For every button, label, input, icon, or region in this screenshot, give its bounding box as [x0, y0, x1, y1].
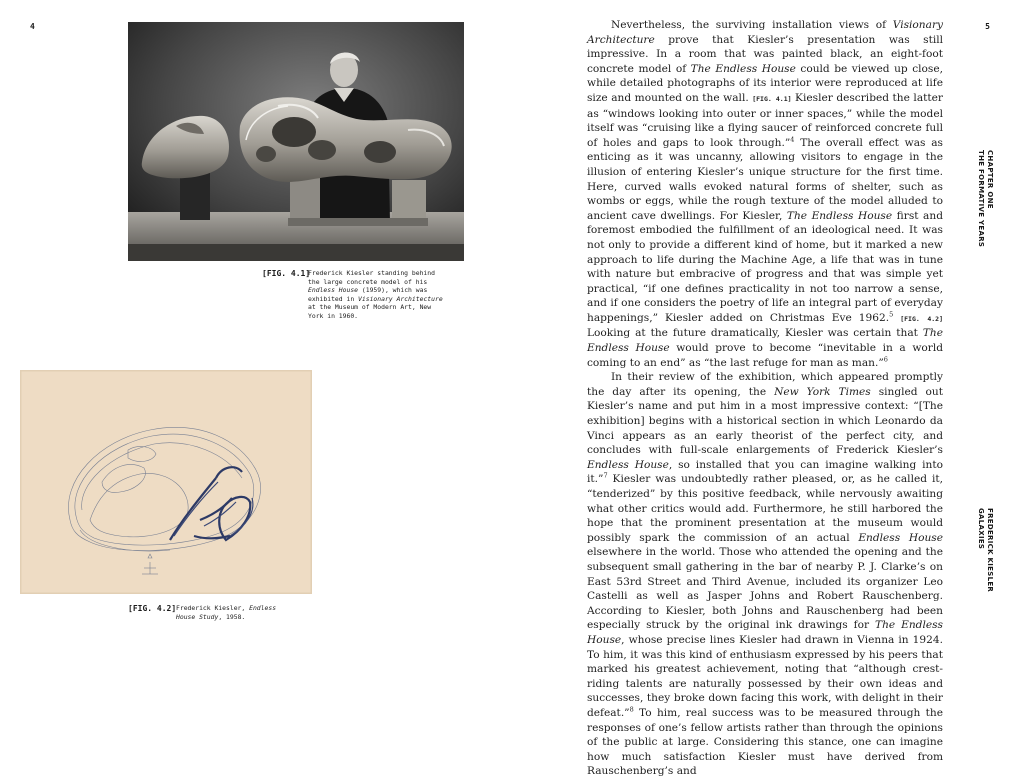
body-paragraph — [587, 370, 943, 779]
running-head-chapter — [976, 150, 994, 247]
text-run: To him, real success was to be measured through the responses of one’s fellow artists rather than through the opinions of the public at large. Considering this stance, one can imagine how much satisfaction Kiesler must have derived from Rauschenberg’s and — [587, 706, 943, 778]
text-run: The Endless House — [587, 619, 943, 646]
running-head-chapter-line: THE FORMATIVE YEARS — [977, 150, 985, 248]
text-run: The Endless House — [786, 209, 893, 222]
text-run: The overall effect was as enticing as it was uncanny, allowing visitors to engage in the illusion of entering Kiesler’s unique structure for the first time. Here, curved walls evoked natural forms of shelter, such as wombs or eggs, while the rough texture of the model alluded to ancient cave dwellings. For Kiesler, — [587, 136, 943, 222]
fig-4-1-label: [FIG. 4.1] — [262, 269, 311, 278]
text-run: Nevertheless, the surviving installation views of — [611, 19, 893, 31]
text-run: Endless House — [587, 458, 669, 471]
caption-line: York in 1960. — [308, 311, 359, 320]
figure-reference: [FIG. 4.1] — [752, 94, 792, 103]
kiesler-with-model-photo — [128, 22, 464, 261]
figure-reference: [FIG. 4.2] — [900, 314, 944, 323]
fig-4-2-sketch — [20, 370, 312, 594]
text-run: Kiesler described the latter as “windows looking into outer or inner spaces,” while the model itself was “cruising like a flying saucer of reinforced concrete full of holes and gaps to look through.” — [587, 91, 943, 149]
caption-line: at the Museum of Modern Art, New — [308, 303, 432, 312]
footnote-marker: 6 — [883, 355, 888, 364]
text-run: elsewhere in the world. Those who attended the opening and the subsequent small gathering in the bar of nearby P. J. Clarke’s on East 53rd Street and Third Avenue, included its organizer Leo Castelli as well as Jasper Johns and Robert Rauschenberg. According to Kiesler, both Johns and Rauschenberg had been especially struck by the original ink drawings for — [587, 546, 943, 632]
text-run: would prove to become “inevitable in a world coming to an end” as “the last refuge for man as man.” — [587, 342, 944, 369]
running-head-book-line: FREDERICK KIESLER — [986, 508, 994, 593]
fig-4-1-caption — [308, 269, 468, 321]
caption-line: House Study, 1958. — [176, 612, 246, 621]
endless-house-study-drawing — [20, 370, 312, 594]
text-run: In their review of the exhibition, which appeared promptly the day after its opening, the — [587, 371, 943, 398]
body-text — [587, 18, 943, 779]
fig-4-1-photograph — [128, 22, 464, 261]
left-page — [0, 0, 510, 742]
fig-4-2-label: [FIG. 4.2] — [128, 604, 177, 613]
running-head-book — [976, 508, 994, 592]
running-head-book-line: GALAXIES — [977, 508, 985, 550]
text-run: The Endless House — [587, 327, 943, 355]
right-page — [510, 0, 1020, 778]
caption-line: Frederick Kiesler, Endless — [176, 604, 277, 612]
text-run: prove that Kiesler’s presentation was still impressive. In a room that was painted black, an eight-foot concrete model of — [587, 33, 943, 75]
text-run: , so installed that you can imagine walking into it.” — [587, 458, 943, 486]
caption-line: exhibited in Visionary Architecture — [308, 294, 443, 303]
page-number-left: 4 — [30, 22, 35, 31]
text-run: Visionary Architecture — [587, 19, 943, 46]
text-run: Endless House — [858, 531, 943, 544]
text-run: first and foremost embodied the fulfillment of an ideological need. It was not only to provide a different kind of home, but it marked a new approach to life during the Machine Age, a life that was in tune with nature but embracive of progress and that was simple yet practical, “if one defines practicality in not too narrow a sense, and if one considers the poetry of life an integral part of everyday happenings,” Kiesler added on Christmas Eve 1962. — [587, 209, 943, 324]
text-run: singled out Kiesler’s name and put him in a most impressive context: “[The exhibition] begins with a historical section in which Leonardo da Vinci appears as an early theorist of the perfect city, and concludes with full-scale enlargements of Frederick Kiesler’s — [587, 385, 943, 457]
footnote-marker: 4 — [790, 135, 795, 144]
text-run: , whose precise lines Kiesler had drawn in Vienna in 1924. To him, it was this kind of enthusiasm expressed by his peers that marked his greatest achievement, noting that “although crest-riding talents are naturally possessed by their own ideas and successes, they broke down facing this work, with delight in their defeat.” — [587, 633, 943, 719]
fig-4-2-caption — [176, 604, 316, 621]
page-number-right: 5 — [985, 22, 990, 31]
text-run: could be viewed up close, while detailed photographs of its interior were reproduced at life size and mounted on the wall. — [587, 62, 943, 104]
text-run: Kiesler was undoubtedly rather pleased, or, as he called it, “tenderized” by this positive feedback, while nervously awaiting what other critics would add. Furthermore, he still harbored the hope that the prominent presentation at the museum would possibly spark the commission of an actual — [587, 473, 943, 544]
footnote-marker: 5 — [889, 310, 894, 319]
body-paragraph — [587, 18, 943, 370]
footnote-marker: 8 — [629, 705, 634, 714]
running-head-chapter-line: CHAPTER ONE — [986, 150, 994, 209]
text-run: Looking at the future dramatically, Kiesler was certain that — [587, 327, 923, 340]
text-run: The Endless House — [690, 62, 796, 75]
caption-line: Frederick Kiesler standing behind — [308, 269, 435, 277]
caption-line: the large concrete model of his — [308, 277, 428, 286]
caption-line: Endless House (1959), which was — [308, 286, 428, 295]
footnote-marker: 7 — [603, 471, 608, 480]
text-run: New York Times — [774, 385, 871, 398]
